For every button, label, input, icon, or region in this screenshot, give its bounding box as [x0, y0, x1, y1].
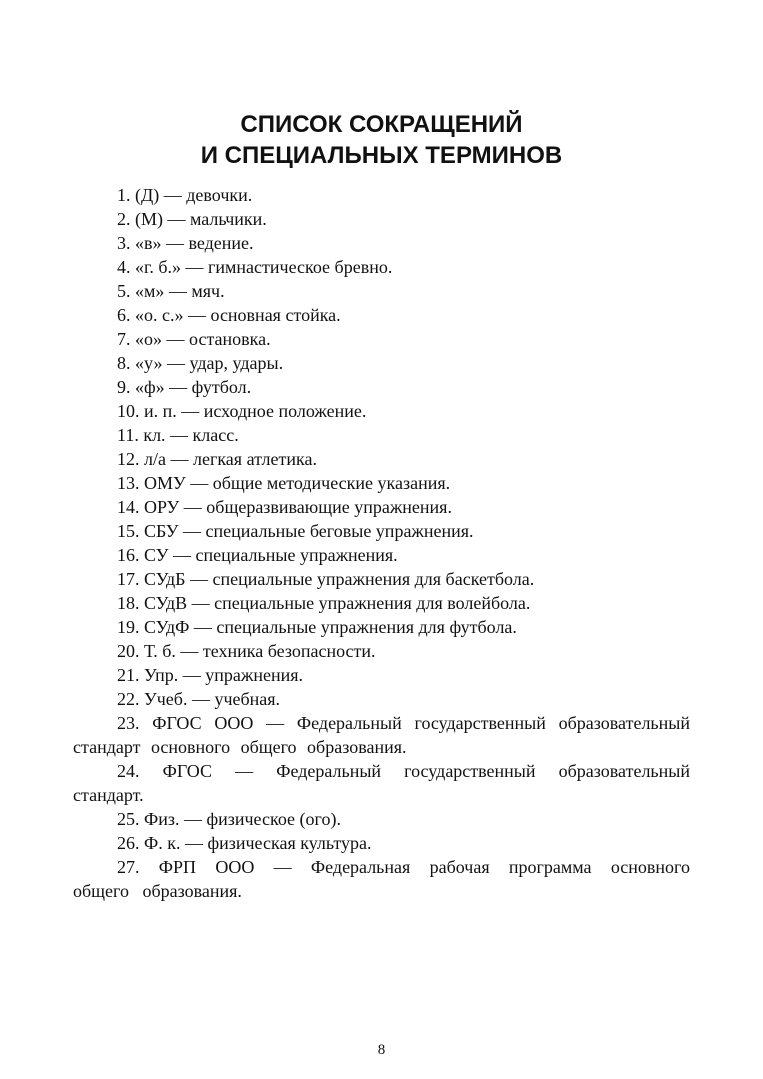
page-number: 8	[377, 1042, 386, 1058]
list-item: 10. и. п. — исходное положение.	[117, 401, 367, 421]
list-item: 19. СУдФ — специальные упражнения для футбола.	[117, 617, 517, 637]
list-item: 14. ОРУ — общеразвивающие упражнения.	[117, 497, 452, 517]
list-item: 8. «у» — удар, удары.	[117, 353, 284, 373]
page-title-line-2: И СПЕЦИАЛЬНЫХ ТЕРМИНОВ	[200, 142, 563, 169]
list-item: 7. «о» — остановка.	[117, 329, 271, 349]
list-item: 25. Физ. — физическое (ого).	[117, 809, 341, 829]
list-item: 11. кл. — класс.	[117, 425, 239, 445]
list-item: 12. л/а — легкая атлетика.	[117, 449, 317, 469]
list-item: 24. ФГОС — Федеральный государственный образовательный стандарт.	[73, 761, 690, 805]
list-item: 22. Учеб. — учебная.	[117, 689, 281, 709]
list-item: 5. «м» — мяч.	[117, 281, 225, 301]
page-title-line-1: СПИСОК СОКРАЩЕНИЙ	[240, 111, 523, 138]
list-item: 3. «в» — ведение.	[117, 233, 254, 253]
list-item: 17. СУдБ — специальные упражнения для баскетбола.	[117, 569, 535, 589]
abbreviation-list	[73, 183, 690, 903]
list-item: 23. ФГОС ООО — Федеральный государственный образовательный стандарт основного общего образования.	[73, 713, 690, 757]
list-item: 2. (М) — мальчики.	[117, 209, 267, 229]
list-item: 15. СБУ — специальные беговые упражнения.	[117, 521, 474, 541]
list-item: 13. ОМУ — общие методические указания.	[117, 473, 451, 493]
list-item: 1. (Д) — девочки.	[117, 185, 253, 205]
list-item: 26. Ф. к. — физическая культура.	[117, 833, 372, 853]
list-item: 18. СУдВ — специальные упражнения для волейбола.	[117, 593, 531, 613]
list-item: 9. «ф» — футбол.	[117, 377, 252, 397]
list-item: 20. Т. б. — техника безопасности.	[117, 641, 376, 661]
list-item: 27. ФРП ООО — Федеральная рабочая программа основного общего образования.	[73, 857, 690, 901]
list-item: 4. «г. б.» — гимнастическое бревно.	[117, 257, 393, 277]
list-item: 16. СУ — специальные упражнения.	[117, 545, 398, 565]
list-item: 6. «о. с.» — основная стойка.	[117, 305, 341, 325]
list-item: 21. Упр. — упражнения.	[117, 665, 304, 685]
